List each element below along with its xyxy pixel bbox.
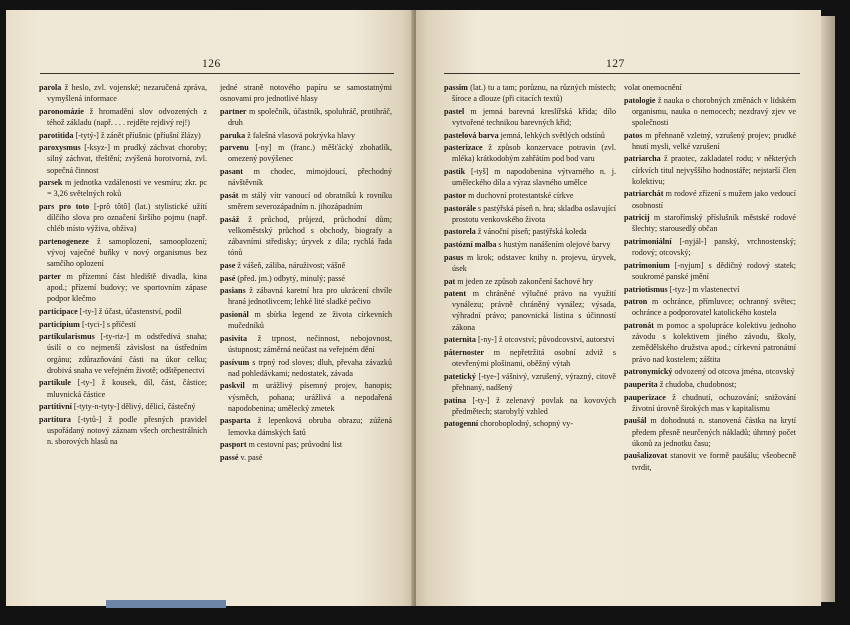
entry-headword: pasionál [220,309,249,319]
dictionary-entry [220,130,392,141]
entry-headword: participium [39,319,80,329]
entry-headword: pastel [444,106,465,116]
entry-headword: patina [444,395,467,405]
dictionary-entry [624,320,796,365]
entry-headword: passé [220,452,239,462]
dictionary-entry [220,273,392,284]
entry-definition: [-nyjum] s dědičný rodový statek; soukromé panské jmění [632,260,796,281]
entry-definition: m přízemní část hlediště divadla, kina apod.; přízemí budovy; ve sportovním zápase podpor klečmo [47,272,207,304]
entry-headword: passim [444,83,468,92]
dictionary-entry [39,414,207,447]
entry-definition: m jemná barevná kreslířská křída; dílo vytvořené technikou barevných křid; [452,106,616,127]
dictionary-entry [220,106,392,128]
entry-definition: odvozený od otcova jména, otcovský [672,367,795,377]
entry-definition: ž heslo, zvl. vojenské; nezaručená zpráva, vymyšlená informace [47,83,207,104]
dictionary-entry [39,401,207,412]
entry-headword: pasát [220,190,239,200]
dictionary-entry [220,166,392,188]
dictionary-entry [444,82,616,104]
entry-headword: paternita [444,335,476,345]
dictionary-entry [444,395,616,417]
entry-headword: pasterizace [444,143,483,153]
entry-definition: ž chudnutí, ochuzování; snižování životní úrovně širokých mas v kapitalismu [632,392,796,413]
dictionary-entry [444,106,616,128]
dictionary-entry [39,331,207,376]
dictionary-entry [444,226,616,237]
entry-headword: pasé [220,273,236,283]
entry-headword: patriotismus [624,284,668,294]
entry-definition: m duchovní protestantské církve [466,190,574,200]
entry-headword: paroxysmus [39,143,81,153]
dictionary-entry [39,201,207,234]
dictionary-entry [444,203,616,225]
entry-headword: partikularismus [39,332,95,342]
entry-headword: parvenu [220,143,249,153]
entry-definition: [-ksyz-] m prudký záchvat choroby; silný záchvat, třeštění; zvýšená horotvorná, zvl. sopečná činnost [47,143,207,175]
entry-definition: ž hromadění slov odvozených z téhož základu (např. . . . rejděte rejdivý rej!) [47,106,207,127]
dictionary-entry [39,377,207,399]
dictionary-entry [220,333,392,355]
dictionary-entry [444,418,616,429]
dictionary-entry [624,415,796,448]
entry-definition: (lat.) tu a tam; porůznu, na různých místech; šíroce a dlouze (při citacích textů) [452,83,616,104]
entry-headword: pasparta [220,416,251,426]
entry-headword: patos [624,130,643,140]
dictionary-entry [220,309,392,331]
entry-headword: patriarcha [624,154,661,164]
entry-headword: pasant [220,167,243,177]
entry-definition: ž vánoční píseň; pastýřská koleda [475,227,587,237]
entry-definition: (před. jm.) odbytý, minulý; passé [235,273,345,283]
entry-definition: [-ty-riz-] m odstředivá snaha; úsilí o co nejmenší závislost na ústředním orgánu; zdůrazňování části na úkor celku; drobivá snaha ve veřejném životě; odštěpenectví [47,332,207,375]
entry-definition: m sbírka legend ze života církevních mučedníků [228,309,392,331]
dictionary-entry [39,82,207,104]
entry-definition: ž způsob konzervace potravin (zvl. mléka) krátkodobým zahřátím pod bod varu [452,143,616,164]
page-number: 127 [606,58,625,70]
dictionary-entry [624,212,796,234]
dictionary-entry [444,142,616,164]
entry-definition: [-tyz-] m vlastenectví [667,284,740,294]
entry-definition: v. pasé [238,452,263,462]
entry-headword: pauperizace [624,392,666,402]
entry-definition: [-ny] m (franc.) měšťácký zbohatlík, omezený povýšenec [228,143,392,164]
entry-definition: ž průchod, průjezd, průchodní dům; velkoměstský průchod s obchody, biografy a zábavními středisky; úryvek z díla; rychlá řada tónů [228,214,392,258]
header-rule [444,73,800,74]
text-column-right [220,82,392,465]
entry-headword: paruka [220,130,246,140]
dictionary-entry [624,450,796,472]
entry-definition: m pomoc a spolupráce kolektivu jednoho závodu s kolektivem jiného závodu, školy, zemědělského družstva apod.; církevní patronátní právo nad kostelem; záštita [632,321,796,364]
entry-headword: patron [624,297,648,307]
entry-definition: ž vášeň, záliba, náruživost; vášně [235,260,346,270]
dictionary-entry [624,379,796,390]
left-page [6,10,414,606]
entry-definition: ž zábavná karetní hra pro ukrácení chvíle hraná jednotlivcem; lehké lité sladké pečivo [228,286,392,307]
entry-definition: ž nauka o chorobných změnách v lidském organismu, nauka o nemocech; nezdravý zjev ve společnosti [632,95,796,127]
dictionary-entry [444,347,616,369]
entry-definition: ž trpnost, nečinnost, nebojovnost, ústupnost; záměrná neúčast na veřejném dění [228,333,392,354]
entry-definition: [-tyty-n-tyty-] dělivý, dělicí, částečný [71,402,196,412]
entry-definition: m nepřetržitá osobní zdviž s otevřenými plošinami, oběžný výtah [452,347,616,369]
dictionary-entry [220,357,392,379]
dictionary-entry [39,236,207,269]
entry-headword: patogenní [444,419,479,429]
entry-definition: ž samoplození, samooplození; vývoj vaječné buňky v nový organismus bez samčího oplození [47,237,207,269]
entry-definition: m jednotka vzdálenosti ve vesmíru; zkr. pc = 3,26 světelných roků [47,178,207,199]
entry-headword: partitivní [39,402,72,412]
dictionary-entry [624,95,796,128]
entry-definition: m urážlivý písemný projev, hanopis; výsměch, pohana; urážlivá a nepodařená napodobenina; umělecký zmetek [228,381,392,413]
dictionary-entry [444,239,616,250]
entry-definition: stanovit ve formě paušálu; všeobecně tvrdit, [632,451,796,472]
book-spine-stripe [106,600,226,608]
entry-headword: pastelová barva [444,130,499,140]
dictionary-entry [444,166,616,188]
dictionary-entry [444,276,616,287]
entry-headword: parsek [39,178,63,188]
entry-definition: m společník, účastník, spoluhráč, protihráč, druh [228,106,392,127]
dictionary-entry [220,82,392,104]
entry-definition: [-tyci-] s příčestí [79,319,136,329]
entry-headword: patricij [624,213,650,223]
page-number: 126 [202,58,221,70]
entry-definition: m chráněné výlučné právo na využití vynálezu; právně chráněný vynález; výsada, výhradní právo; panovnická listina s účinností zákona [452,289,616,332]
dictionary-entry [444,252,616,274]
entry-headword: partikule [39,378,71,388]
entry-definition: [-tytý-] ž zánět příušnic (příušní žlázy) [73,130,201,140]
entry-definition: m krok; odstavec knihy n. projevu, úryvek, úsek [452,252,616,273]
entry-headword: páternoster [444,347,485,357]
entry-headword: parola [39,83,62,92]
entry-definition: m stálý vítr vanoucí od obratníků k rovníku směrem severozápadním n. jihozápadním [228,190,392,212]
entry-headword: pasport [220,440,247,450]
entry-definition: choroboplodný, schopný vy- [478,419,574,429]
dictionary-entry [624,130,796,152]
entry-definition: [-ty-] ž účast, účastenství, podíl [77,306,182,316]
entry-definition: m starořímský příslušník městské rodové šlechty; starousedlý občan [632,213,796,234]
entry-headword: parotitida [39,130,74,140]
dictionary-entry [39,106,207,128]
entry-definition: [-tye-] vášnivý, vzrušený, výrazný, citově přehnaný, nadšený [452,371,616,392]
entry-headword: pastor [444,190,467,200]
entry-headword: pasians [220,286,246,296]
book-cover-edge [821,16,835,602]
entry-definition: ž chudoba, chudobnost; [657,379,737,389]
entry-definition: [-tytů-] ž podle přesných pravidel uspořádaný notový záznam všech orchestrálních n. sborových hlasů na [47,414,207,447]
dictionary-entry [624,366,796,377]
entry-headword: pastorále [444,203,476,213]
entry-definition: [-ty-] ž kousek, díl, část, částice; mluvnická částice [47,378,207,399]
dictionary-entry [220,190,392,212]
dictionary-entry [39,271,207,304]
dictionary-entry [444,190,616,201]
entry-headword: patronymický [624,367,673,377]
entry-headword: pastorela [444,227,476,237]
entry-headword: pauperita [624,379,658,389]
entry-definition: ž lepenková obruba obrazu; zúžená lemovka dámských šatů [228,416,392,437]
entry-definition: [-nyjál-] panský, vrchnostenský; rodový; otcovský; [632,237,796,258]
entry-headword: paušál [624,416,647,426]
entry-definition: jedné straně notového papíru se samostatnými osnovami pro jednotlivé hlasy [220,83,392,104]
entry-headword: patetický [444,371,476,381]
entry-definition: volat onemocnění [624,83,682,92]
entry-definition: m chodec, mimojdoucí, přechodný návštěvník [228,167,392,188]
entry-definition: [-ny-] ž otcovství; původcovství, autorství [475,335,615,345]
entry-headword: patent [444,289,467,299]
dictionary-entry [624,260,796,282]
dictionary-entry [220,260,392,271]
dictionary-entry [624,392,796,414]
entry-headword: participace [39,306,78,316]
entry-headword: pasáž [220,214,240,224]
dictionary-entry [39,177,207,199]
dictionary-entry [39,319,207,330]
dictionary-entry [220,285,392,307]
dictionary-entry [444,334,616,345]
dictionary-entry [444,371,616,393]
dictionary-entry [624,236,796,258]
dictionary-entry [39,130,207,141]
dictionary-entry [220,439,392,450]
text-column-right [624,82,796,474]
entry-definition: ž falešná vlasová pokrývka hlavy [245,130,356,140]
dictionary-entry [220,214,392,259]
entry-headword: pasívum [220,357,250,367]
entry-definition: m ochránce, přímluvce; ochranný světec; ochránce a podporovatel katolického kostela [632,297,796,318]
dictionary-entry [624,188,796,210]
dictionary-entry [220,142,392,164]
open-book [6,10,836,608]
header-rule [40,73,394,74]
dictionary-entry [39,142,207,175]
entry-headword: patrimoniální [624,237,672,247]
entry-definition: s trpný rod sloves; dluh, převahа závazků nad pohledávkami; nedostatek, závada [228,357,392,378]
entry-definition: m rodové zřízení s mužem jako vedoucí osobností [632,189,796,210]
dictionary-entry [444,130,616,141]
entry-headword: pat [444,276,456,286]
text-column-left [444,82,616,431]
entry-headword: parter [39,272,62,281]
entry-headword: patronát [624,321,654,331]
dictionary-entry [220,415,392,437]
entry-headword: pasivita [220,333,247,343]
entry-headword: pars pro toto [39,202,90,212]
text-column-left [39,82,207,449]
entry-headword: partner [220,106,247,116]
entry-headword: pasus [444,252,464,262]
dictionary-entry [220,380,392,413]
entry-headword: patologie [624,95,656,105]
entry-definition: s pastýřská píseň n. hra; skladba oslavující prostotu venkovského života [452,203,616,224]
entry-headword: paušalizovat [624,451,668,461]
dictionary-entry [624,284,796,295]
entry-definition: m jeden ze způsob zakončení šachové hry [455,276,594,286]
dictionary-entry [39,306,207,317]
dictionary-entry [624,153,796,186]
dictionary-entry [624,296,796,318]
entry-definition: ž praotec, zakladatel rodu; v některých církvích titul nejvyššího hodnostáře; nejstarší člen kolektivu; [632,154,796,186]
dictionary-entry [220,452,392,463]
entry-headword: pase [220,260,236,270]
entry-headword: pastózní malba [444,240,497,250]
entry-headword: partitura [39,414,71,424]
entry-headword: paskvil [220,381,245,391]
entry-definition: [-tyš] m napodobenina výtvarného n. j. uměleckého díla a výraz slavného umělce [452,167,616,188]
entry-headword: partenogeneze [39,237,89,247]
entry-definition: m dohodnutá n. stanovená částka na krytí předem přesně neurčených nákladů; úhrnný počet úkonů za jednotku času; [632,416,796,448]
entry-definition: m přehnaně vzletný, vzrušený projev; prudké hnutí mysli, velké vzrušení [632,130,796,151]
entry-headword: pastik [444,167,466,177]
entry-definition: m cestovní pas; průvodní list [246,440,343,450]
entry-definition: [-ty-] ž zelenavý povlak na kovových předmětech; starobylý vzhled [452,395,616,416]
entry-headword: patriarchát [624,189,664,199]
entry-definition: s hustým nanášením olejové barvy [496,240,611,250]
entry-headword: paronomázie [39,106,84,116]
entry-headword: patrimonium [624,260,670,270]
entry-definition: jemná, lehkých světlých odstínů [498,130,605,140]
entry-definition: [-prô tôtô] (lat.) stylistické užití dílčího slova pro označení širšího pojmu (např. chléb místo výživa, obživa) [47,202,207,234]
right-page [416,10,821,606]
dictionary-entry [444,288,616,333]
dictionary-entry [624,82,796,93]
